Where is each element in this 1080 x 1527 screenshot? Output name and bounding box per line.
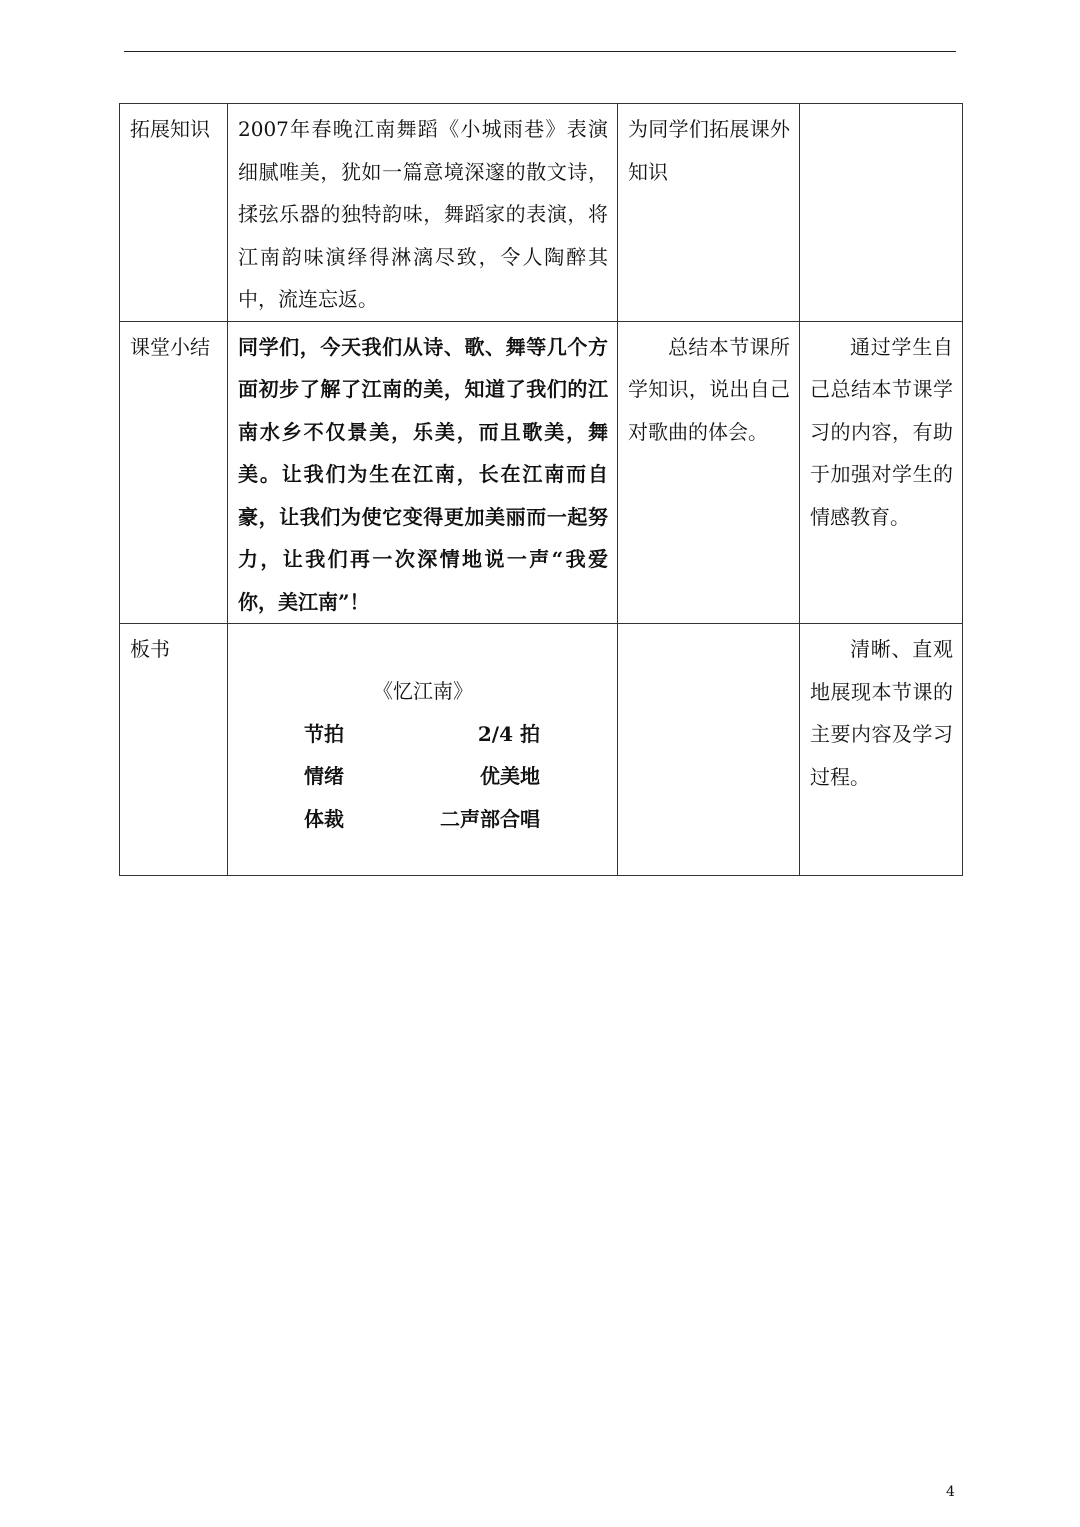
board-item-key: 体裁 <box>304 806 344 831</box>
board-item-value: 二声部合唱 <box>440 806 540 831</box>
row-label: 板书 <box>120 624 228 876</box>
lesson-plan-table <box>119 103 963 876</box>
table-row-board <box>120 624 963 876</box>
board-item <box>238 798 608 841</box>
design-purpose: 清晰、直观地展现本节课的主要内容及学习过程。 <box>800 624 963 876</box>
board-item-key: 情绪 <box>304 764 344 788</box>
student-activity: 总结本节课所学知识，说出自己对歌曲的体会。 <box>618 321 800 624</box>
page-number: 4 <box>946 1484 955 1500</box>
student-activity: 为同学们拓展课外知识 <box>618 104 800 322</box>
row-label: 课堂小结 <box>120 321 228 624</box>
board-item <box>238 755 608 798</box>
table-row-extension <box>120 104 963 322</box>
design-purpose: 通过学生自己总结本节课学习的内容，有助于加强对学生的情感教育。 <box>800 321 963 624</box>
board-item-key: 节拍 <box>304 721 344 746</box>
board-item-value: 2/4 拍 <box>477 721 540 746</box>
board-item <box>238 713 608 756</box>
row-label: 拓展知识 <box>120 104 228 322</box>
board-item-value: 优美地 <box>480 764 540 788</box>
student-activity <box>618 624 800 876</box>
table-row-summary <box>120 321 963 624</box>
header-rule <box>124 51 956 52</box>
board-title: 《忆江南》 <box>373 679 473 703</box>
board-content <box>228 624 618 876</box>
teaching-content: 2007年春晚江南舞蹈《小城雨巷》表演细腻唯美，犹如一篇意境深邃的散文诗，揉弦乐器的独特韵味，舞蹈家的表演，将江南韵味演绎得淋漓尽致，令人陶醉其中，流连忘返。 <box>228 104 618 322</box>
teaching-content: 同学们，今天我们从诗、歌、舞等几个方面初步了解了江南的美，知道了我们的江南水乡不仅景美，乐美，而且歌美，舞美。让我们为生在江南，长在江南而自豪，让我们为使它变得更加美丽而一起努力，让我们再一次深情地说一声“我爱你，美江南”！ <box>228 321 618 624</box>
design-purpose <box>800 104 963 322</box>
